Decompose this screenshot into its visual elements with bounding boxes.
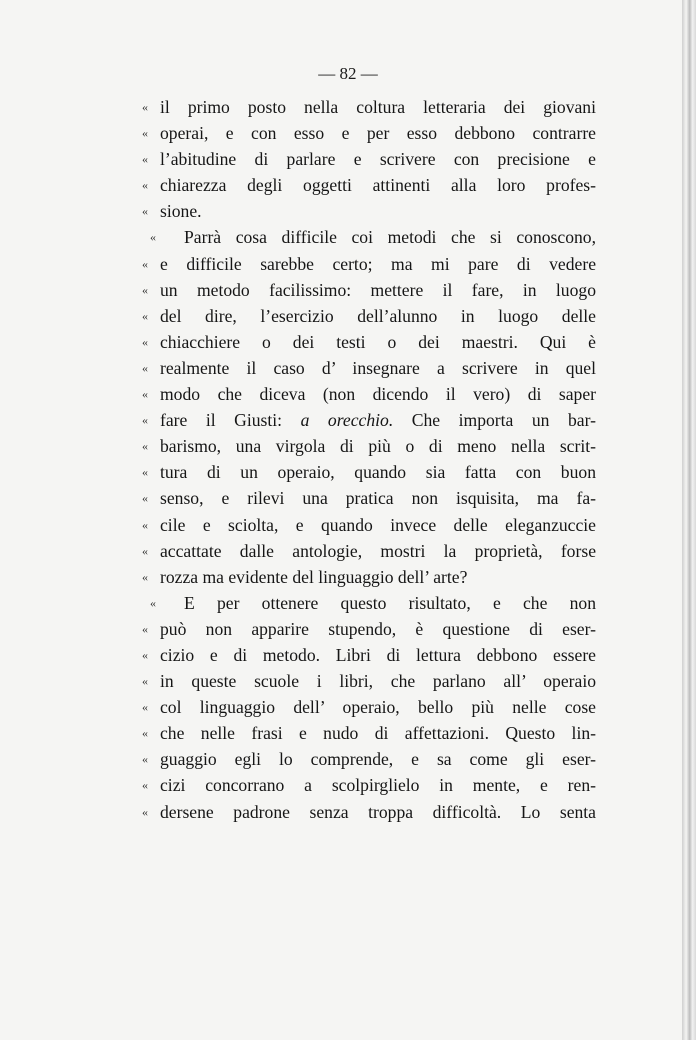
quote-mark: «: [142, 152, 148, 167]
text-line: [142, 538, 596, 564]
text-line: [142, 303, 596, 329]
line-text: in queste scuole i libri, che parlano all’ operaio: [160, 671, 596, 692]
text-line: [142, 433, 596, 459]
quote-mark: «: [142, 491, 148, 506]
line-text: può non apparire stupendo, è questione di eser-: [160, 618, 596, 639]
line-text-part: fare il Giusti:: [160, 410, 301, 431]
text-line: [142, 720, 596, 746]
line-text: barismo, una virgola di più o di meno nella scrit-: [160, 436, 596, 457]
quote-mark: «: [142, 465, 148, 480]
line-text: [150, 407, 596, 433]
quote-mark: «: [142, 360, 148, 375]
quote-mark: «: [142, 726, 148, 741]
line-text: chiarezza degli oggetti attinenti alla loro profes-: [160, 175, 596, 196]
line-text-part: Che importa un bar-: [393, 410, 596, 431]
text-line: [142, 277, 596, 303]
line-text: realmente il caso d’ insegnare a scrivere in quel: [160, 357, 596, 378]
line-text: operai, e con esso e per esso debbono contrarre: [160, 123, 596, 144]
text-line: [142, 668, 596, 694]
quote-mark: «: [142, 126, 148, 141]
line-text: che nelle frasi e nudo di affettazioni. Questo lin-: [160, 723, 596, 744]
text-line: [142, 329, 596, 355]
text-line: [142, 146, 596, 172]
line-text: modo che diceva (non dicendo il vero) di saper: [160, 384, 596, 405]
line-text: dersene padrone senza troppa difficoltà. Lo senta: [160, 801, 596, 822]
line-text: col linguaggio dell’ operaio, bello più nelle cose: [160, 697, 596, 718]
text-line: [142, 485, 596, 511]
quote-mark: «: [142, 647, 148, 662]
line-text: cizi concorrano a scolpirglielo in mente, e ren-: [160, 775, 596, 796]
quote-mark: «: [142, 100, 148, 114]
line-text: e difficile sarebbe certo; ma mi pare di vedere: [160, 253, 596, 274]
line-text: chiacchiere o dei testi o dei maestri. Qui è: [160, 331, 596, 352]
page-edge: [682, 0, 696, 1040]
quote-mark: «: [142, 700, 148, 715]
text-line: [142, 251, 596, 277]
text-line: [142, 407, 596, 433]
quote-mark: «: [142, 517, 148, 532]
text-line: [142, 746, 596, 772]
line-text: tura di un operaio, quando sia fatta con buon: [160, 462, 596, 483]
quote-mark: «: [142, 178, 148, 193]
text-line: [142, 512, 596, 538]
italic-text: a orecchio.: [300, 410, 394, 431]
line-text: E per ottenere questo risultato, e che non: [184, 592, 596, 613]
text-line: [142, 355, 596, 381]
body-text: [142, 94, 596, 825]
line-text: sione.: [160, 201, 202, 222]
line-text: un metodo facilissimo: mettere il fare, in luogo: [160, 279, 596, 300]
text-line: [142, 94, 596, 120]
quote-mark: «: [142, 621, 148, 636]
quote-mark: «: [142, 308, 148, 323]
quote-mark: «: [150, 230, 156, 245]
line-text: il primo posto nella coltura letteraria dei giovani: [160, 97, 596, 117]
line-text: rozza ma evidente del linguaggio dell’ arte?: [160, 566, 468, 587]
quote-mark: «: [142, 543, 148, 558]
quote-mark: «: [142, 387, 148, 402]
quote-mark: «: [142, 439, 148, 454]
line-text: senso, e rilevi una pratica non isquisita, ma fa-: [160, 488, 596, 509]
line-text: l’abitudine di parlare e scrivere con precisione e: [160, 149, 596, 170]
quote-mark: «: [142, 413, 148, 428]
text-line: [142, 459, 596, 485]
line-text: del dire, l’esercizio dell’alunno in luogo delle: [160, 305, 596, 326]
quote-mark: «: [142, 674, 148, 689]
text-line: [142, 799, 596, 825]
text-line: [142, 172, 596, 198]
text-line: [150, 224, 596, 250]
text-line: [150, 590, 596, 616]
line-text: cizio e di metodo. Libri di lettura debbono essere: [160, 644, 596, 665]
line-text: guaggio egli lo comprende, e sa come gli eser-: [160, 749, 596, 770]
text-line: [142, 198, 596, 224]
text-line: [142, 642, 596, 668]
line-text: Parrà cosa difficile coi metodi che si conoscono,: [184, 227, 596, 248]
text-line: [142, 772, 596, 798]
quote-mark: «: [142, 752, 148, 767]
line-text: accattate dalle antologie, mostri la proprietà, forse: [160, 540, 596, 561]
quote-mark: «: [150, 595, 156, 610]
page-number: — 82 —: [318, 64, 378, 83]
quote-mark: «: [142, 282, 148, 297]
text-line: [142, 381, 596, 407]
quote-mark: «: [142, 204, 148, 219]
quote-mark: «: [142, 778, 148, 793]
line-text: cile e sciolta, e quando invece delle eleganzuccie: [160, 514, 596, 535]
text-line: [142, 120, 596, 146]
quote-mark: «: [142, 256, 148, 271]
text-line: [142, 564, 596, 590]
quote-mark: «: [142, 334, 148, 349]
text-line: [142, 616, 596, 642]
quote-mark: «: [142, 804, 148, 819]
text-line: [142, 694, 596, 720]
quote-mark: «: [142, 569, 148, 584]
